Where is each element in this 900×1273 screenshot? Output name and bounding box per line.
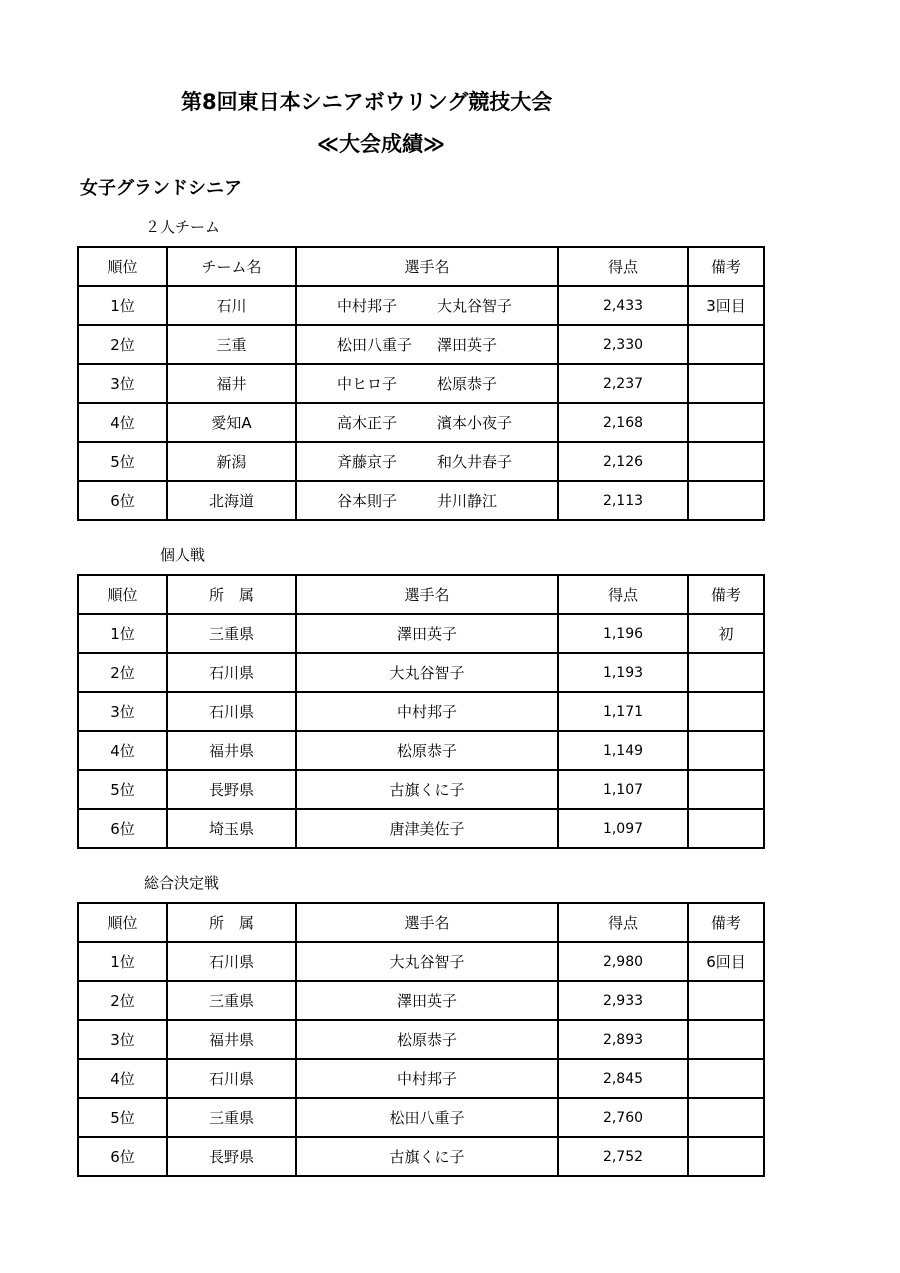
score-cell: 1,149 [558,731,688,770]
player-name: 谷本則子 [337,492,398,510]
table-row [78,325,764,364]
player-cell: 澤田英子 [296,614,558,653]
table-row [78,1059,764,1098]
table-row [78,481,764,520]
player-cell: 中村邦子 [296,692,558,731]
table-row [78,442,764,481]
table-row [78,653,764,692]
rank-cell: 3位 [78,692,167,731]
header-rank: 順位 [78,247,167,286]
players-cell [296,403,558,442]
player-name: 高木正子 [337,414,398,432]
score-cell: 2,168 [558,403,688,442]
rank-cell: 1位 [78,942,167,981]
table-row [78,692,764,731]
score-cell: 2,980 [558,942,688,981]
player-cell: 松原恭子 [296,731,558,770]
note-cell [688,1137,764,1176]
rank-cell: 2位 [78,325,167,364]
team-cell: 福井 [167,364,296,403]
score-cell: 1,196 [558,614,688,653]
header-score: 得点 [558,903,688,942]
players-cell [296,442,558,481]
header-affiliation: 所 属 [167,903,296,942]
score-cell: 2,845 [558,1059,688,1098]
player-name: 和久井春子 [437,453,513,471]
affiliation-cell: 福井県 [167,731,296,770]
note-cell: 6回目 [688,942,764,981]
section-label-individual: 個人戦 [160,546,206,564]
affiliation-cell: 石川県 [167,653,296,692]
rank-cell: 4位 [78,403,167,442]
rank-cell: 1位 [78,614,167,653]
rank-cell: 3位 [78,1020,167,1059]
affiliation-cell: 長野県 [167,1137,296,1176]
header-note: 備考 [688,575,764,614]
score-cell: 2,237 [558,364,688,403]
table-row [78,403,764,442]
player-name: 松原恭子 [437,375,498,393]
players-cell [296,325,558,364]
score-cell: 1,193 [558,653,688,692]
note-cell [688,731,764,770]
player-cell: 澤田英子 [296,981,558,1020]
team-cell: 新潟 [167,442,296,481]
affiliation-cell: 三重県 [167,981,296,1020]
team-cell: 北海道 [167,481,296,520]
player-name: 濱本小夜子 [437,414,513,432]
note-cell [688,1020,764,1059]
rank-cell: 2位 [78,653,167,692]
player-cell: 大丸谷智子 [296,942,558,981]
players-cell [296,481,558,520]
player-name: 松田八重子 [337,336,413,354]
header-note: 備考 [688,903,764,942]
rank-cell: 6位 [78,809,167,848]
affiliation-cell: 三重県 [167,1098,296,1137]
note-cell [688,403,764,442]
player-cell: 中村邦子 [296,1059,558,1098]
affiliation-cell: 長野県 [167,770,296,809]
player-cell: 古旗くに子 [296,1137,558,1176]
team-cell: 愛知A [167,403,296,442]
players-cell [296,286,558,325]
player-name: 斉藤京子 [337,453,398,471]
table-row [78,364,764,403]
score-cell: 2,760 [558,1098,688,1137]
table-row [78,1098,764,1137]
score-cell: 2,113 [558,481,688,520]
table-row [78,942,764,981]
players-cell [296,364,558,403]
note-cell: 3回目 [688,286,764,325]
section-label-team: ２人チーム [145,218,221,236]
affiliation-cell: 石川県 [167,942,296,981]
note-cell [688,442,764,481]
player-name: 中村邦子 [337,297,398,315]
note-cell [688,364,764,403]
player-name: 澤田英子 [437,336,498,354]
score-cell: 2,752 [558,1137,688,1176]
rank-cell: 3位 [78,364,167,403]
affiliation-cell: 石川県 [167,692,296,731]
note-cell [688,981,764,1020]
results-table-team [77,246,765,521]
score-cell: 1,171 [558,692,688,731]
table-row [78,1137,764,1176]
score-cell: 2,330 [558,325,688,364]
note-cell [688,325,764,364]
affiliation-cell: 石川県 [167,1059,296,1098]
rank-cell: 2位 [78,981,167,1020]
player-cell: 大丸谷智子 [296,653,558,692]
rank-cell: 6位 [78,481,167,520]
header-affiliation: 所 属 [167,575,296,614]
category-heading: 女子グランドシニア [80,178,242,199]
player-name: 大丸谷智子 [437,297,513,315]
rank-cell: 5位 [78,770,167,809]
note-cell [688,481,764,520]
note-cell [688,692,764,731]
score-cell: 1,107 [558,770,688,809]
rank-cell: 1位 [78,286,167,325]
score-cell: 1,097 [558,809,688,848]
header-player-name: 選手名 [296,575,558,614]
document-subtitle: ≪大会成績≫ [317,132,445,156]
table-header-row [78,575,764,614]
table-row [78,1020,764,1059]
note-cell [688,1059,764,1098]
rank-cell: 4位 [78,1059,167,1098]
table-row [78,981,764,1020]
note-cell [688,809,764,848]
rank-cell: 4位 [78,731,167,770]
table-row [78,770,764,809]
rank-cell: 5位 [78,1098,167,1137]
table-header-row [78,903,764,942]
header-score: 得点 [558,247,688,286]
header-team-name: チーム名 [167,247,296,286]
note-cell [688,1098,764,1137]
table-header-row [78,247,764,286]
affiliation-cell: 三重県 [167,614,296,653]
affiliation-cell: 福井県 [167,1020,296,1059]
score-cell: 2,433 [558,286,688,325]
player-cell: 松原恭子 [296,1020,558,1059]
results-table-overall [77,902,765,1177]
rank-cell: 5位 [78,442,167,481]
table-row [78,809,764,848]
team-cell: 三重 [167,325,296,364]
header-note: 備考 [688,247,764,286]
note-cell [688,653,764,692]
section-label-overall: 総合決定戦 [144,874,220,892]
table-row [78,286,764,325]
document-title: 第8回東日本シニアボウリング競技大会 [181,90,553,114]
team-cell: 石川 [167,286,296,325]
affiliation-cell: 埼玉県 [167,809,296,848]
table-row [78,731,764,770]
header-rank: 順位 [78,903,167,942]
results-table-individual [77,574,765,849]
player-cell: 唐津美佐子 [296,809,558,848]
header-rank: 順位 [78,575,167,614]
header-score: 得点 [558,575,688,614]
note-cell [688,770,764,809]
score-cell: 2,893 [558,1020,688,1059]
score-cell: 2,933 [558,981,688,1020]
header-player-name: 選手名 [296,903,558,942]
score-cell: 2,126 [558,442,688,481]
header-player-name: 選手名 [296,247,558,286]
player-cell: 古旗くに子 [296,770,558,809]
note-cell: 初 [688,614,764,653]
player-cell: 松田八重子 [296,1098,558,1137]
player-name: 中ヒロ子 [337,375,398,393]
rank-cell: 6位 [78,1137,167,1176]
player-name: 井川静江 [437,492,498,510]
table-row [78,614,764,653]
